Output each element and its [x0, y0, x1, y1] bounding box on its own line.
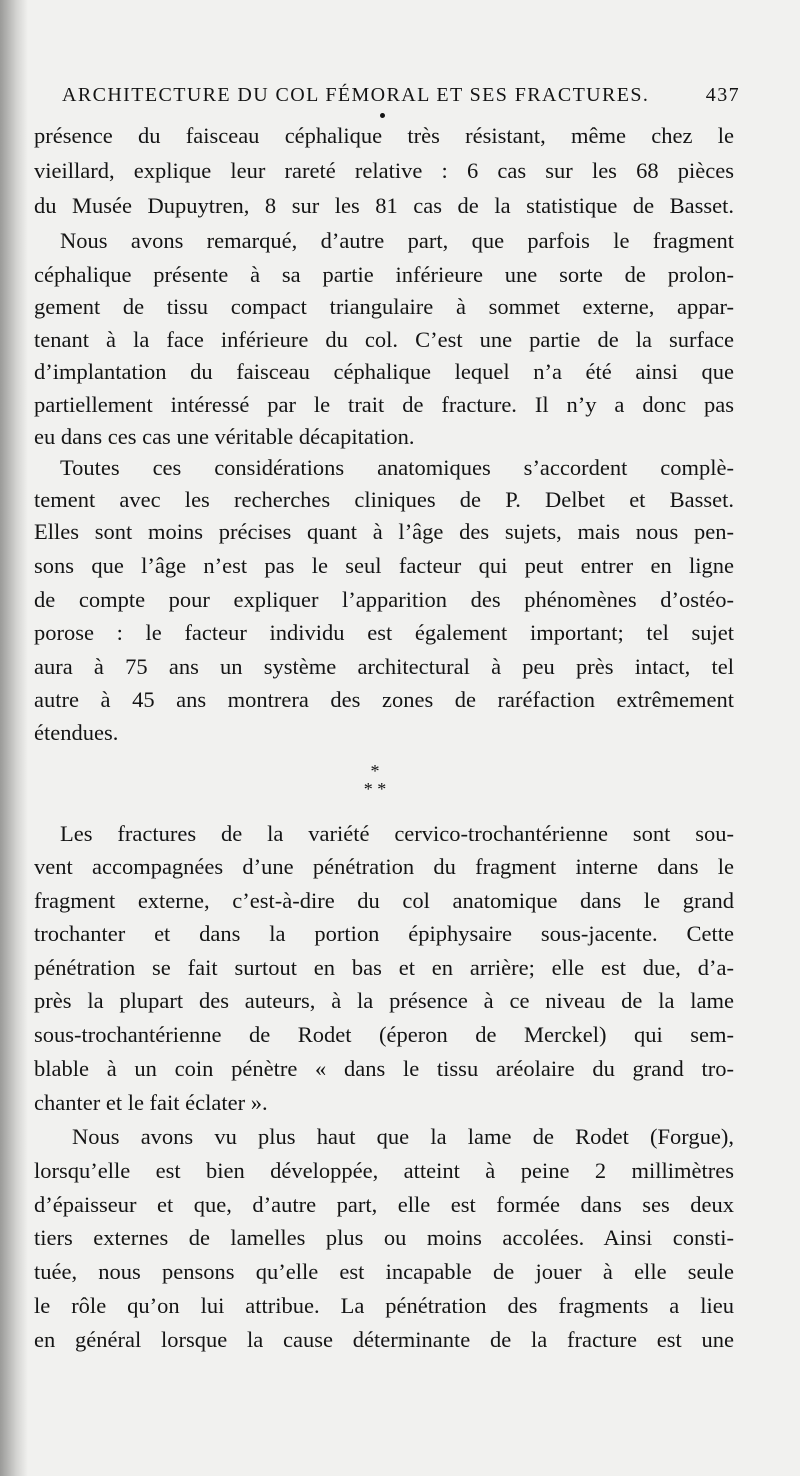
text-line: présence du faisceau céphalique très résistant, même chez le [34, 123, 734, 148]
text-line: eu dans ces cas une véritable décapitation. [34, 424, 415, 449]
text-line: vieillard, explique leur rareté relative : 6 cas sur les 68 pièces [34, 158, 734, 183]
text-line: Nous avons vu plus haut que la lame de Rodet (Forgue), [72, 1124, 734, 1149]
text-line: sous-trochantérienne de Rodet (éperon de Merckel) qui sem- [34, 1022, 734, 1047]
text-line: céphalique présente à sa partie inférieure une sorte de prolon- [34, 262, 734, 287]
text-line: pénétration se fait surtout en bas et en arrière; elle est due, d’a- [34, 955, 734, 980]
page-number: 437 [705, 84, 740, 106]
text-line: aura à 75 ans un système architectural à peu près intact, tel [34, 654, 734, 679]
text-line: près la plupart des auteurs, à la présence à ce niveau de la lame [34, 988, 734, 1013]
text-line: vent accompagnées d’une pénétration du fragment interne dans le [34, 854, 734, 879]
text-line: de compte pour expliquer l’apparition des phénomènes d’ostéo- [34, 587, 734, 612]
text-line: sons que l’âge n’est pas le seul facteur qui peut entrer en ligne [34, 553, 734, 578]
text-line: d’implantation du faisceau céphalique lequel n’a été ainsi que [34, 359, 734, 384]
text-line: gement de tissu compact triangulaire à sommet externe, appar- [34, 294, 734, 319]
text-line: Les fractures de la variété cervico-trochantérienne sont sou- [60, 821, 734, 846]
text-line: tement avec les recherches cliniques de P. Delbet et Basset. [34, 487, 734, 512]
text-line: blable à un coin pénètre « dans le tissu aréolaire du grand tro- [34, 1056, 734, 1081]
text-line: Elles sont moins précises quant à l’âge des sujets, mais nous pen- [34, 519, 734, 544]
text-line: Nous avons remarqué, d’autre part, que parfois le fragment [60, 228, 734, 253]
text-line: Toutes ces considérations anatomiques s’accordent complè- [60, 455, 734, 480]
section-separator [355, 762, 395, 798]
text-line: tiers externes de lamelles plus ou moins accolées. Ainsi consti- [34, 1225, 734, 1250]
text-line: porose : le facteur individu est également important; tel sujet [34, 620, 734, 645]
text-line: autre à 45 ans montrera des zones de raréfaction extrêmement [34, 687, 734, 712]
running-head-title: ARCHITECTURE DU COL FÉMORAL ET SES FRACTURES. [62, 84, 650, 106]
text-line: lorsqu’elle est bien développée, atteint à peine 2 millimètres [34, 1158, 734, 1183]
text-line: tenant à la face inférieure du col. C’est une partie de la surface [34, 327, 734, 352]
text-line: du Musée Dupuytren, 8 sur les 81 cas de la statistique de Basset. [34, 193, 734, 218]
text-line: étendues. [34, 720, 119, 745]
text-line: le rôle qu’on lui attribue. La pénétration des fragments a lieu [34, 1293, 734, 1318]
binding-shadow [0, 0, 28, 1476]
text-line: en général lorsque la cause déterminante de la fracture est une [34, 1327, 734, 1352]
text-line: fragment externe, c’est-à-dire du col anatomique dans le grand [34, 888, 734, 913]
text-line: tuée, nous pensons qu’elle est incapable de jouer à elle seule [34, 1259, 734, 1284]
running-head [62, 84, 740, 107]
text-line: chanter et le fait éclater ». [34, 1090, 268, 1115]
text-line: trochanter et dans la portion épiphysaire sous-jacente. Cette [34, 921, 734, 946]
text-line: partiellement intéressé par le trait de fracture. Il n’y a donc pas [34, 392, 734, 417]
header-dot [380, 113, 385, 118]
separator-star: * [370, 761, 380, 781]
text-line: d’épaisseur et que, d’autre part, elle est formée dans ses deux [34, 1192, 734, 1217]
separator-stars: * * [363, 779, 387, 799]
